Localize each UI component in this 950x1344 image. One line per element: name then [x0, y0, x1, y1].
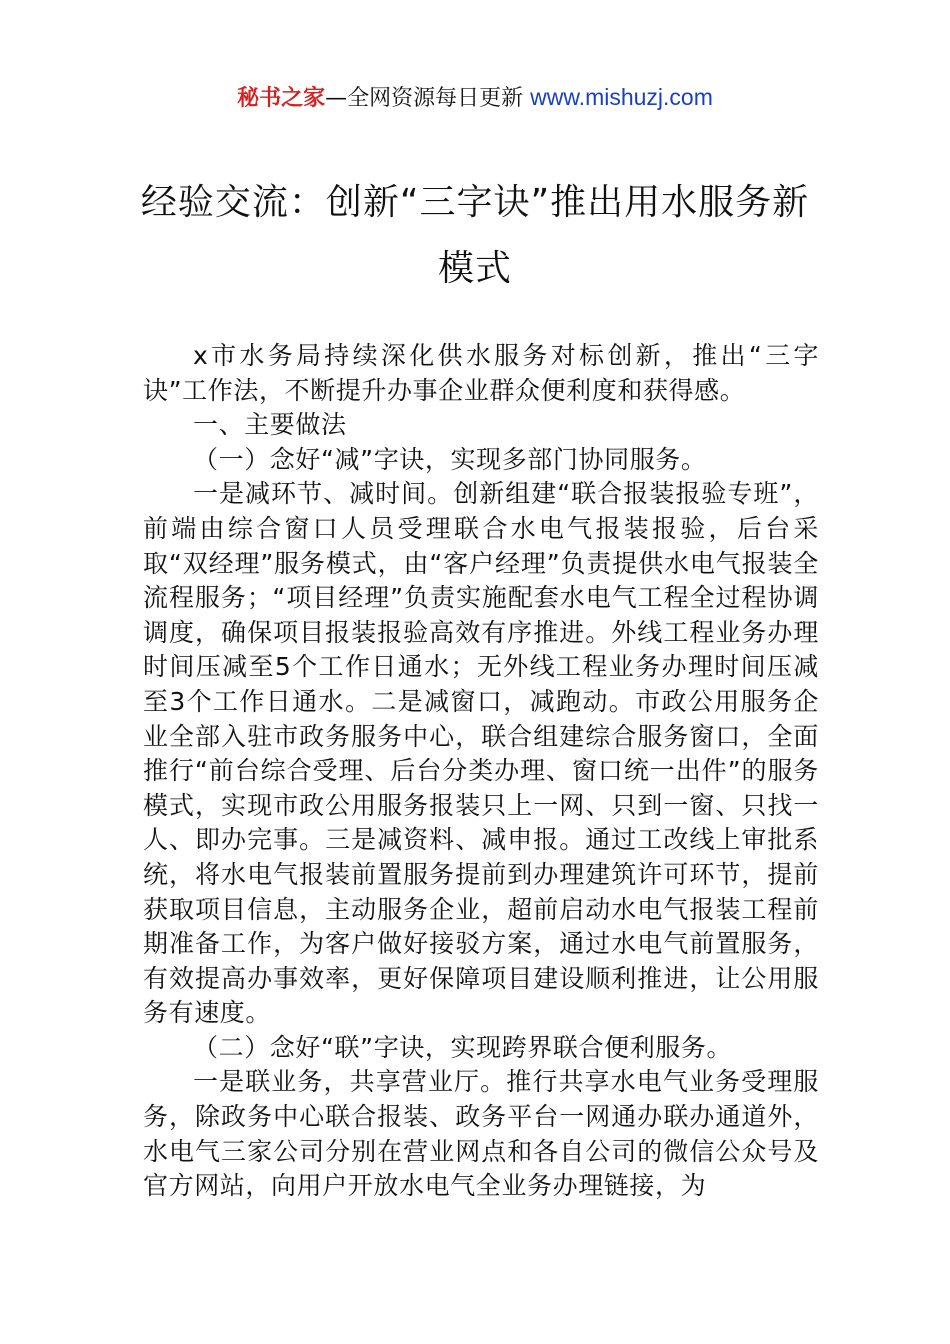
- paragraph-reduce-details: 一是减环节、减时间。创新组建“联合报装报验专班”，前端由综合窗口人员受理联合水电气报装报验，后台采取“双经理”服务模式，由“客户经理”负责提供水电气报装全流程服务；“项目经理”负责实施配套水电气工程全过程协调调度，确保项目报装报验高效有序推进。外线工程业务办理时间压减至5个工作日通水；无外线工程业务办理时间压减至3个工作日通水。二是减窗口，减跑动。市政公用服务企业全部入驻市政务服务中心，联合组建综合服务窗口，全面推行“前台综合受理、后台分类办理、窗口统一出件”的服务模式，实现市政公用服务报装只上一网、只到一窗、只找一人、即办完事。三是减资料、减申报。通过工改线上审批系统，将水电气报装前置服务提前到办理建筑许可环节，提前获取项目信息，主动服务企业，超前启动水电气报装工程前期准备工作，为客户做好接驳方案，通过水电气前置服务，有效提高办事效率，更好保障项目建设顺利推进，让公用服务有速度。: [143, 479, 819, 1028]
- site-header: [0, 82, 950, 114]
- site-brand: 秘书之家: [237, 86, 326, 111]
- document-title: 经验交流：创新“三字诀”推出用水服务新模式: [140, 182, 810, 289]
- site-tagline: —全网资源每日更新: [325, 86, 531, 111]
- subheading-reduce: （一）念好“减”字诀，实现多部门协同服务。: [193, 444, 707, 474]
- document-body: [143, 339, 819, 1204]
- paragraph-connect-details: 一是联业务，共享营业厅。推行共享水电气业务受理服务，除政务中心联合报装、政务平台一网通办联办通道外，水电气三家公司分别在营业网点和各自公司的微信公众号及官方网站，向用户开放水电气全业务办理链接，为: [143, 1067, 819, 1201]
- subheading-connect: （二）念好“联”字诀，实现跨界联合便利服务。: [193, 1032, 733, 1062]
- heading-main-practices: 一、主要做法: [193, 410, 347, 440]
- site-url-link[interactable]: www.mishuzj.com: [530, 84, 713, 110]
- paragraph-intro: x市水务局持续深化供水服务对标创新，推出“三字诀”工作法，不断提升办事企业群众便利度和获得感。: [143, 341, 819, 405]
